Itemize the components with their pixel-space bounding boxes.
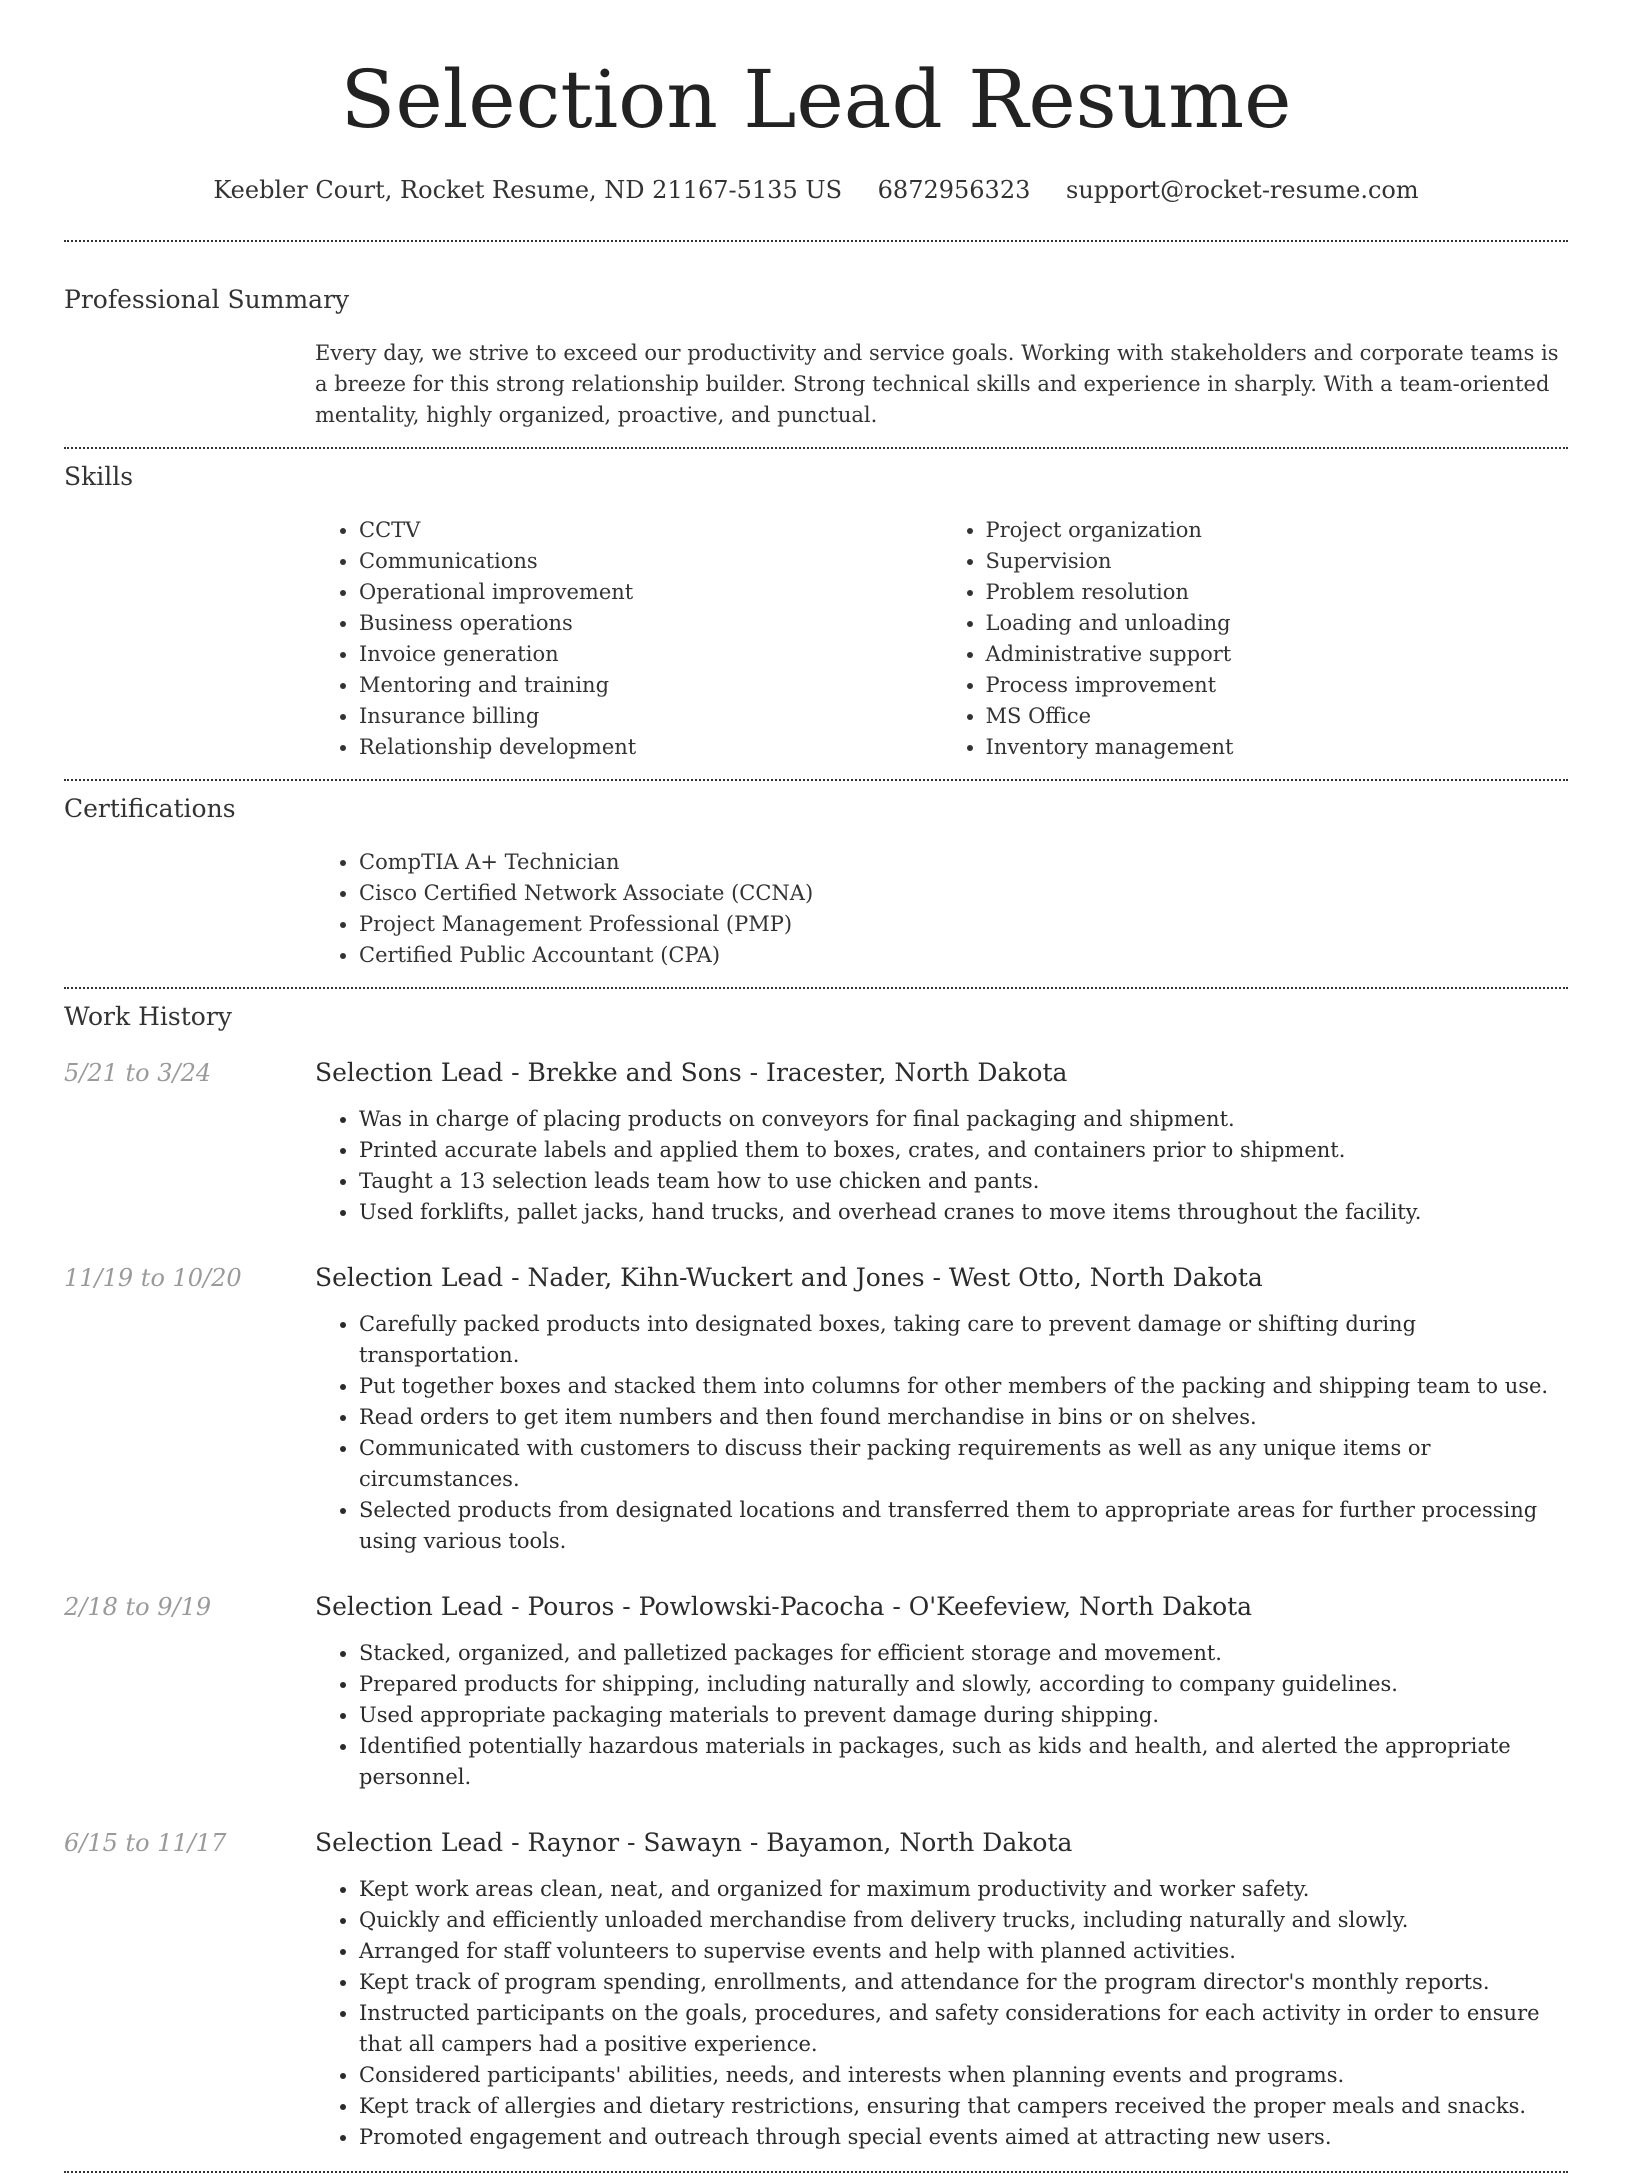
skill-item: • Supervision <box>986 546 1569 577</box>
skill-item: • Invoice generation <box>359 639 942 670</box>
job-dates: 2/18 to 9/19 <box>64 1593 212 1621</box>
job-entry <box>64 1262 1568 1557</box>
skills-section <box>64 449 1568 779</box>
resume-page <box>64 0 1568 2173</box>
job-bullet: • Printed accurate labels and applied them to boxes, crates, and containers prior to shipment. <box>359 1135 1568 1166</box>
job-bullets <box>315 1309 1568 1557</box>
summary-text: Every day, we strive to exceed our productivity and service goals. Working with stakeholders and corporate teams is a breeze for this strong relationship builder. Strong technical skills and experience in sharply. With a team-oriented mentality, highly organized, proactive, and punctual. <box>315 341 1559 427</box>
work-history-heading: Work History <box>64 1002 232 1031</box>
job-bullet: • Used appropriate packaging materials to prevent damage during shipping. <box>359 1700 1568 1731</box>
skill-item: • Administrative support <box>986 639 1569 670</box>
job-body <box>315 1591 1568 1793</box>
skills-columns <box>315 515 1568 779</box>
summary-section <box>64 242 1568 447</box>
skill-item: • MS Office <box>986 701 1569 732</box>
job-dates: 5/21 to 3/24 <box>64 1059 212 1087</box>
work-history-section <box>64 989 1568 2153</box>
job-body <box>315 1262 1568 1557</box>
job-title: Selection Lead - Brekke and Sons - Iracester, North Dakota <box>315 1058 1068 1087</box>
skill-item: • Inventory management <box>986 732 1569 763</box>
contact-email: support@rocket-resume.com <box>1066 176 1419 204</box>
job-dates: 6/15 to 11/17 <box>64 1829 227 1857</box>
job-entry <box>64 1827 1568 2153</box>
job-bullet: • Considered participants' abilities, needs, and interests when planning events and programs. <box>359 2060 1568 2091</box>
job-entry <box>64 1057 1568 1228</box>
contact-line <box>64 174 1568 206</box>
skill-item: • Process improvement <box>986 670 1569 701</box>
certification-item: • Cisco Certified Network Associate (CCNA) <box>359 878 1568 909</box>
job-title: Selection Lead - Nader, Kihn-Wuckert and Jones - West Otto, North Dakota <box>315 1263 1263 1292</box>
skill-item: • Mentoring and training <box>359 670 942 701</box>
certifications-list <box>315 847 1568 971</box>
certification-item: • Project Management Professional (PMP) <box>359 909 1568 940</box>
certifications-section <box>64 781 1568 987</box>
skills-heading: Skills <box>64 462 134 491</box>
job-title: Selection Lead - Raynor - Sawayn - Bayamon, North Dakota <box>315 1828 1073 1857</box>
job-bullet: • Was in charge of placing products on conveyors for final packaging and shipment. <box>359 1104 1568 1135</box>
job-title: Selection Lead - Pouros - Powlowski-Pacocha - O'Keefeview, North Dakota <box>315 1592 1253 1621</box>
job-bullet: • Kept work areas clean, neat, and organized for maximum productivity and worker safety. <box>359 1874 1568 1905</box>
contact-phone: 6872956323 <box>877 176 1031 204</box>
job-bullet: • Stacked, organized, and palletized packages for efficient storage and movement. <box>359 1638 1568 1669</box>
job-bullet: • Put together boxes and stacked them into columns for other members of the packing and shipping team to use. <box>359 1371 1568 1402</box>
job-bullet: • Taught a 13 selection leads team how to use chicken and pants. <box>359 1166 1568 1197</box>
skill-item: • Operational improvement <box>359 577 942 608</box>
job-bullet: • Used forklifts, pallet jacks, hand trucks, and overhead cranes to move items throughout the facility. <box>359 1197 1568 1228</box>
job-bullet: • Prepared products for shipping, including naturally and slowly, according to company guidelines. <box>359 1669 1568 1700</box>
skill-item: • Insurance billing <box>359 701 942 732</box>
skill-item: • Loading and unloading <box>986 608 1569 639</box>
job-bullet: • Kept track of program spending, enrollments, and attendance for the program director's monthly reports. <box>359 1967 1568 1998</box>
certifications-content <box>315 847 1568 987</box>
job-bullet: • Instructed participants on the goals, procedures, and safety considerations for each activity in order to ensure that all campers had a positive experience. <box>359 1998 1568 2060</box>
certifications-heading: Certifications <box>64 794 236 823</box>
skills-list-right <box>942 515 1569 763</box>
job-dates: 11/19 to 10/20 <box>64 1264 242 1292</box>
job-body <box>315 1057 1568 1228</box>
skills-list-left <box>315 515 942 763</box>
job-bullet: • Carefully packed products into designated boxes, taking care to prevent damage or shifting during transportation. <box>359 1309 1568 1371</box>
certification-item: • Certified Public Accountant (CPA) <box>359 940 1568 971</box>
job-bullets <box>315 1104 1568 1228</box>
job-bullet: • Arranged for staff volunteers to supervise events and help with planned activities. <box>359 1936 1568 1967</box>
page-title: Selection Lead Resume <box>340 53 1292 146</box>
job-bullet: • Quickly and efficiently unloaded merchandise from delivery trucks, including naturally and slowly. <box>359 1905 1568 1936</box>
job-body <box>315 1827 1568 2153</box>
job-bullets <box>315 1874 1568 2153</box>
skill-item: • Communications <box>359 546 942 577</box>
job-entry <box>64 1591 1568 1793</box>
skill-item: • CCTV <box>359 515 942 546</box>
summary-heading: Professional Summary <box>64 285 350 314</box>
job-bullet: • Selected products from designated locations and transferred them to appropriate areas for further processing using various tools. <box>359 1495 1568 1557</box>
skill-item: • Business operations <box>359 608 942 639</box>
job-bullet: • Identified potentially hazardous materials in packages, such as kids and health, and alerted the appropriate personnel. <box>359 1731 1568 1793</box>
skill-item: • Project organization <box>986 515 1569 546</box>
job-bullets <box>315 1638 1568 1793</box>
job-bullet: • Kept track of allergies and dietary restrictions, ensuring that campers received the proper meals and snacks. <box>359 2091 1568 2122</box>
job-bullet: • Communicated with customers to discuss their packing requirements as well as any unique items or circumstances. <box>359 1433 1568 1495</box>
skill-item: • Problem resolution <box>986 577 1569 608</box>
job-bullet: • Read orders to get item numbers and then found merchandise in bins or on shelves. <box>359 1402 1568 1433</box>
certification-item: • CompTIA A+ Technician <box>359 847 1568 878</box>
skill-item: • Relationship development <box>359 732 942 763</box>
contact-address: Keebler Court, Rocket Resume, ND 21167-5135 US <box>213 176 843 204</box>
job-bullet: • Promoted engagement and outreach through special events aimed at attracting new users. <box>359 2122 1568 2153</box>
